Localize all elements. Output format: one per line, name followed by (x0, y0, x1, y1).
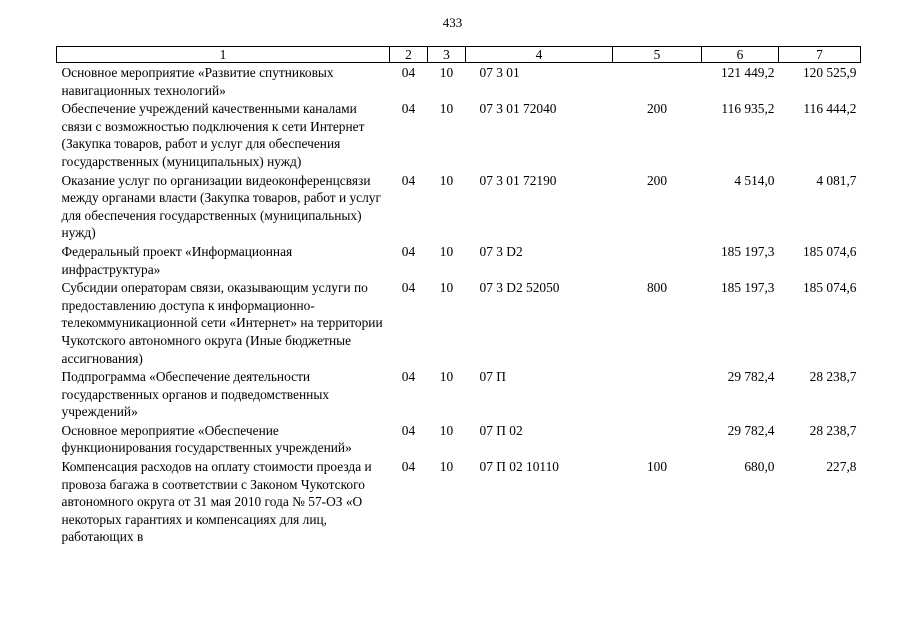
row-amount-planned: 29 782,4 (727, 369, 775, 385)
header-cell: 2 (390, 47, 428, 63)
row-expense-type (613, 63, 702, 100)
row-expense-type: 200 (646, 101, 668, 117)
row-subsection: 10 (439, 101, 454, 117)
row-amount-planned: 185 197,3 (720, 280, 775, 296)
row-amount-executed: 28 238,7 (809, 369, 857, 385)
row-target-code: 07 3 01 72190 (479, 172, 557, 188)
header-cell: 5 (613, 47, 702, 63)
budget-table (56, 46, 861, 546)
row-name: Подпрограмма «Обеспечение деятельности государственных органов и подведомственных учреждений» (61, 369, 330, 420)
row-target-code: 07 П (479, 369, 506, 385)
row-section: 04 (401, 280, 416, 296)
table-row (57, 242, 861, 278)
row-name: Субсидии операторам связи, оказывающим услуги по предоставлению доступа к информационно-телекоммуникационной сети «Интернет» на территории Чукотского автономного округа (Иные бюджетные ассигнования) (61, 280, 383, 366)
row-subsection: 10 (439, 172, 454, 188)
row-amount-planned: 4 514,0 (734, 172, 775, 188)
page-number: 433 (442, 15, 463, 30)
header-cell: 3 (428, 47, 466, 63)
row-name: Федеральный проект «Информационная инфраструктура» (61, 243, 293, 277)
table-row (57, 421, 861, 457)
row-amount-planned: 121 449,2 (720, 65, 775, 80)
row-section: 04 (401, 65, 416, 80)
table-row (57, 367, 861, 421)
row-expense-type: 100 (646, 459, 668, 475)
header-cell: 7 (779, 47, 861, 63)
row-amount-executed: 185 074,6 (802, 280, 857, 296)
row-amount-planned: 185 197,3 (720, 243, 775, 259)
row-section: 04 (401, 172, 416, 188)
row-target-code: 07 3 01 72040 (479, 101, 557, 117)
row-section: 04 (401, 369, 416, 385)
row-expense-type (613, 367, 702, 421)
row-amount-planned: 29 782,4 (727, 422, 775, 438)
table-row (57, 99, 861, 170)
row-amount-executed: 116 444,2 (803, 101, 857, 117)
row-expense-type (613, 421, 702, 457)
row-amount-planned: 680,0 (744, 459, 775, 475)
row-expense-type: 800 (646, 280, 668, 296)
row-amount-executed: 28 238,7 (809, 422, 857, 438)
row-amount-executed: 120 525,9 (802, 65, 857, 80)
row-amount-executed: 227,8 (826, 459, 857, 475)
table-row (57, 171, 861, 242)
row-subsection: 10 (439, 422, 454, 438)
row-section: 04 (401, 243, 416, 259)
row-amount-executed: 4 081,7 (816, 172, 857, 188)
row-section: 04 (401, 101, 416, 117)
row-subsection: 10 (439, 243, 454, 259)
row-amount-executed: 185 074,6 (802, 243, 857, 259)
table-row (57, 63, 861, 100)
row-target-code: 07 П 02 10110 (479, 459, 559, 475)
row-subsection: 10 (439, 65, 454, 80)
row-expense-type: 200 (646, 172, 668, 188)
row-subsection: 10 (439, 280, 454, 296)
header-cell: 6 (702, 47, 779, 63)
row-section: 04 (401, 459, 416, 475)
header-cell: 1 (57, 47, 390, 63)
row-name: Обеспечение учреждений качественными каналами связи с возможностью подключения к сети Интернет (Закупка товаров, работ и услуг для обеспечения государственных (муниципальных) нужд) (61, 101, 365, 169)
row-name: Основное мероприятие «Развитие спутниковых навигационных технологий» (61, 65, 334, 98)
row-expense-type (613, 242, 702, 278)
row-target-code: 07 П 02 (479, 422, 523, 438)
row-name: Основное мероприятие «Обеспечение функционирования государственных учреждений» (61, 422, 352, 456)
row-target-code: 07 3 D2 (479, 243, 523, 259)
row-subsection: 10 (439, 369, 454, 385)
row-name: Оказание услуг по организации видеоконференцсвязи между органами власти (Закупка товаров, работ и услуг для обеспечения государственных (муниципальных) нужд) (61, 172, 381, 241)
table-row (57, 278, 861, 367)
table-header (57, 47, 861, 63)
row-subsection: 10 (439, 459, 454, 475)
row-name: Компенсация расходов на оплату стоимости проезда и провоза багажа в соответствии с Законом Чукотского автономного округа от 31 мая 2010 года № 57-ОЗ «О некоторых гарантиях и компенсациях для лиц, работающих в (61, 459, 372, 545)
row-target-code: 07 3 01 (479, 65, 520, 80)
row-amount-planned: 116 935,2 (721, 101, 775, 117)
table-row (57, 457, 861, 546)
row-target-code: 07 3 D2 52050 (479, 280, 560, 296)
header-cell: 4 (466, 47, 613, 63)
row-section: 04 (401, 422, 416, 438)
